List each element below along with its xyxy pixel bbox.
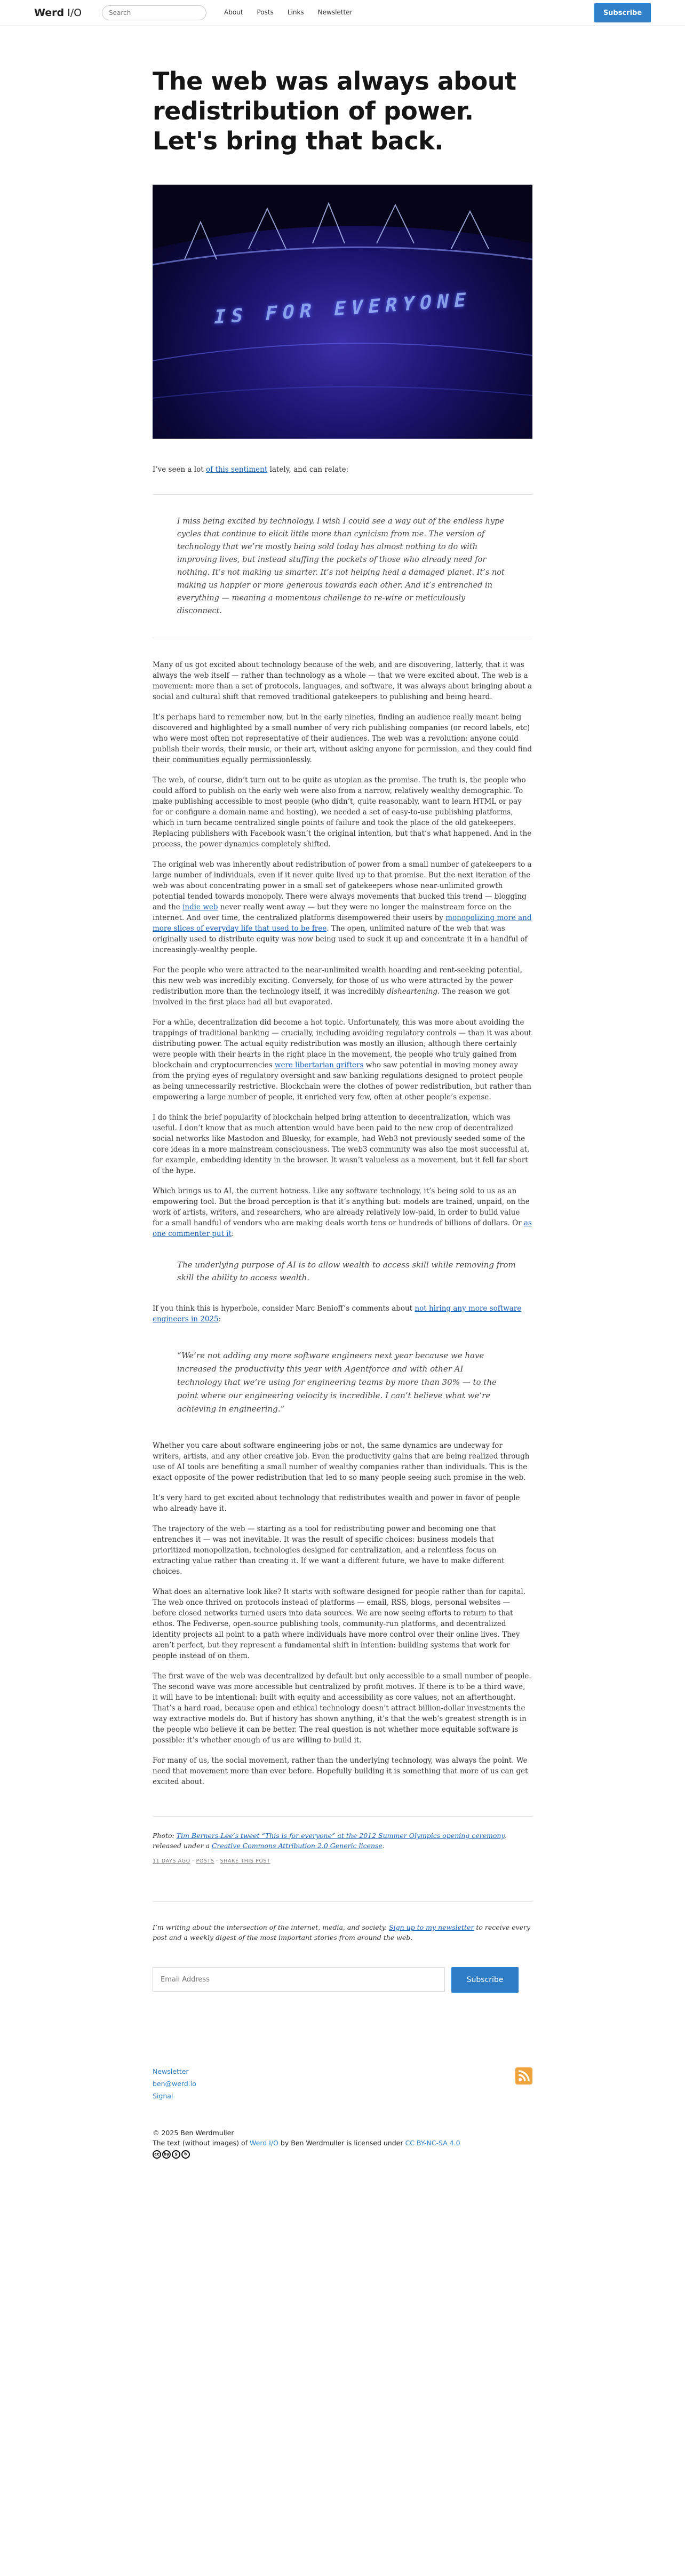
top-nav [0, 0, 685, 26]
cc-icon: cc [153, 2150, 161, 2159]
paragraph: For a while, decentralization did become a hot topic. Unfortunately, this was more about avoiding the trappings of traditional banking — crucially, including avoiding regulatory controls — than it was about distributing power. The actual equity redistribution was mostly an illusion; although there certainly were people with their hearts in the right place in the movement, the people who truly gained from blockchain and cryptocurrencies were libertarian grifters who saw potential in moving money away from the prying eyes of regulatory oversight and saw banking regulations designed to protect people as being unnecessarily restrictive. Blockchain were the clothes of power redistribution, but rather than empowering a large number of people, it enriched very few, often at other people’s expense. [153, 1018, 532, 1101]
photo-source-link[interactable]: Tim Berners-Lee’s tweet “This is for everyone” at the 2012 Summer Olympics opening ceremony [176, 1832, 504, 1840]
cc-license-link[interactable]: CC BY-NC-SA 4.0 [405, 2139, 460, 2147]
subscribe-button[interactable]: Subscribe [451, 1967, 519, 1993]
nav-link-posts[interactable]: Posts [257, 9, 274, 16]
benioff-link[interactable]: not hiring any more software engineers in 2025 [153, 1304, 522, 1323]
paragraph: The web, of course, didn’t turn out to be quite as utopian as the promise. The truth is, the people who could afford to publish on the early web were also from a narrow, relatively wealthy demographic. To make publishing accessible to most people (who didn’t, quite reasonably, want to learn HTML or pay for or configure a domain name and hosting), we needed a set of easy-to-use publishing platforms, which in turn became centralized single points of failure and took the place of the old gatekeepers. Replacing publishers with Facebook wasn’t the original intention, but that’s what happened. And in the process, the power dynamics completely shifted. [153, 776, 532, 849]
paragraph: The first wave of the web was decentralized by default but only accessible to a small number of people. The second wave was more accessible but centralized by profit motives. If there is to be a third wave, it will have to be intentional: built with equity and accessibility as core values, not an afterthought. That’s a hard road, because open and ethical technology doesn’t attract billion-dollar investments the way extractive models do. But if history has shown anything, it’s that the web’s greatest strength is in the people who believe it can be better. The real question is not whether more equitable software is possible: it’s whether enough of us are willing to build it. [153, 1672, 531, 1745]
paragraph: Many of us got excited about technology because of the web, and are discovering, latterly, that it was always the web itself — rather than technology as a whole — that we were excited about. The web is a movement: more than a set of protocols, languages, and software, it was always about bringing about a social and cultural shift that removed traditional gatekeepers to publishing and being heard. [153, 661, 532, 701]
sa-icon: ↻ [181, 2150, 190, 2159]
article-title: The web was always about redistribution of power. Let's bring that back. [153, 67, 516, 155]
copyright-line: © 2025 Ben Werdmuller [153, 2129, 234, 2137]
copyright [153, 2128, 532, 2148]
nc-icon: $ [172, 2150, 180, 2159]
footer-link-email[interactable]: ben@werd.io [153, 2080, 196, 2088]
paragraph: The original web was inherently about redistribution of power from a small number of gatekeepers to a large number of individuals, even if it never quite lived up to that promise. But the next iteration of the web was about concentrating power in a small set of gatekeepers whose near-unlimited growth potential tended towards monopoly. There were always movements that bucked this trend — blogging and the indie web never really went away — but they were no longer the mainstream force on the internet. And over time, the centralized platforms disempowered their users by monopolizing more and more slices of everyday life that used to be free. The open, unlimited nature of the web that was originally used to distribute equity was now being used to suck it up and concentrate it in a handful of increasingly-wealthy people. [153, 860, 532, 954]
paragraph: For the people who were attracted to the near-unlimited wealth hoarding and rent-seeking potential, this new web was incredibly exciting. Conversely, for those of us who were attracted by the power redistribution more than the technology itself, it was incredibly disheartening. The reason we got involved in the first place had all but evaporated. [153, 966, 522, 1006]
newsletter-signup-link[interactable]: Sign up to my newsletter [389, 1923, 474, 1931]
cc-badges [153, 2150, 532, 2182]
site-logo[interactable]: Werd I/O [34, 7, 82, 19]
article-body [153, 464, 532, 1787]
subscribe-button-header[interactable]: Subscribe [594, 3, 651, 22]
nav-links [224, 9, 353, 16]
hero-image [153, 185, 532, 439]
post-meta: 11 DAYS AGO · POSTS · SHARE THIS POST [153, 1858, 270, 1864]
commenter-link[interactable]: as one commenter put it [153, 1219, 532, 1238]
paragraph: What does an alternative look like? It starts with software designed for people rather than for capital. The web once thrived on protocols instead of platforms — email, RSS, blogs, personal websites — before closed networks turned users into data sources. We are now seeing efforts to return to that ethos. The Fediverse, open-source publishing tools, community-run platforms, and decentralized identity projects all point to a path where individuals have more control over their online lives. They aren’t perfect, but they represent a fundamental shift in intention: building systems that work for people instead of on them. [153, 1588, 526, 1660]
indie-web-link[interactable]: indie web [182, 903, 218, 911]
article [153, 26, 532, 1993]
paragraph: For many of us, the social movement, rather than the underlying technology, was always the point. We need that movement more than ever before. Hopefully building it is something that more of us can get excited about. [153, 1756, 528, 1786]
libertarian-grifters-link[interactable]: were libertarian grifters [274, 1061, 364, 1069]
paragraph: It’s perhaps hard to remember now, but in the early nineties, finding an audience really meant being discovered and highlighted by a small number of very rich publishing companies (or record labels, etc) who were most often not representative of their audiences. The web was a revolution: anyone could publish their words, their music, or their art, without asking anyone for permission, and they could find their communities equally permissionlessly. [153, 713, 532, 764]
posts-category-link[interactable]: POSTS [196, 1858, 214, 1864]
footer-link-signal[interactable]: Signal [153, 2092, 173, 2100]
post-date-link[interactable]: 11 DAYS AGO [153, 1858, 190, 1864]
email-field[interactable] [153, 1967, 445, 1992]
by-icon: by [162, 2150, 171, 2159]
intro-paragraph: I’ve seen a lot of this sentiment lately, and can relate: [153, 465, 349, 474]
footer-links [153, 2067, 532, 2100]
paragraph: The trajectory of the web — starting as a tool for redistributing power and becoming one that entrenches it — was not inevitable. It was the result of specific choices: business models that prioritized monopolization, technologies designed for centralization, and a relentless focus on extracting value rather than creating it. If we want a different future, we have to make different choices. [153, 1525, 505, 1576]
newsletter-form [153, 1967, 532, 1993]
paragraph: If you think this is hyperbole, consider Marc Benioff’s comments about not hiring any more software engineers in 2025: [153, 1304, 522, 1323]
license-link[interactable]: Creative Commons Attribution 2.0 Generic license [211, 1842, 383, 1850]
nav-link-links[interactable]: Links [287, 9, 304, 16]
paragraph: Whether you care about software engineering jobs or not, the same dynamics are underway for writers, artists, and any other creative job. Even the productivity gains that are being realized through use of AI tools are benefiting a small number of wealthy companies rather than individuals. This is the exact opposite of the power redistribution that led to so many people seeing such promise in the web. [153, 1441, 530, 1482]
footer-link-newsletter[interactable]: Newsletter [153, 2067, 189, 2075]
monopolizing-link[interactable]: monopolizing more and more slices of everyday life that used to be free [153, 914, 532, 933]
opening-blockquote: I miss being excited by technology. I wish I could see a way out of the endless hype cycles that continue to elicit little more than cynicism from me. The version of technology that we’re mostly being sold today has almost nothing to do with improving lives, but instead stuffing the pockets of those who already need for nothing. It’s not making us smarter. It’s not helping heal a damaged planet. It’s not making us happier or more generous towards each other. And it’s entrenched in everything — meaning a momentous challenge to re-wire or meticulously disconnect. [153, 494, 532, 638]
newsletter-promo: I’m writing about the intersection of the internet, media, and society. Sign up to my newsletter to receive every post and a weekly digest of the most important stories from around the web. [153, 1901, 532, 1943]
nav-link-about[interactable]: About [224, 9, 243, 16]
hero-caption-lights: IS FOR EVERYONE [212, 289, 473, 329]
site-link[interactable]: Werd I/O [250, 2139, 278, 2147]
share-post-link[interactable]: SHARE THIS POST [220, 1858, 270, 1864]
paragraph: It’s very hard to get excited about technology that redistributes wealth and power in favor of people who already have it. [153, 1494, 520, 1513]
sentiment-link[interactable]: of this sentiment [205, 465, 268, 474]
license-line: The text (without images) of Werd I/O by Ben Werdmuller is licensed under CC BY-NC-SA 4.0 [153, 2139, 460, 2147]
footer [153, 1993, 532, 2182]
benioff-quote: “We’re not adding any more software engineers next year because we have increased the productivity this year with Agentforce and with other AI technology that we’re using for engineering teams by more than 30% — to the point where our engineering velocity is incredible. I can’t believe what we’re achieving in engineering.” [177, 1351, 497, 1414]
paragraph: Which brings us to AI, the current hotness. Like any software technology, it’s being sold to us as an empowering tool. But the broad perception is that it’s anything but: models are trained, unpaid, on the work of artists, writers, and researchers, who are already relatively low-paid, in order to build value for a small handful of vendors who are making deals worth tens or hundreds of billions of dollars. Or as one commenter put it: [153, 1187, 532, 1238]
paragraph: I do think the brief popularity of blockchain helped bring attention to decentralization, which was useful. I don’t know that as much attention would have been paid to the new crop of decentralized social networks like Mastodon and Bluesky, for example, had Web3 not previously seeded some of the core ideas in a more mainstream consciousness. The web3 community was also the most successful at, for example, embedding identity in the browser. It wasn’t valueless as a movement, but it fell far short of the hype. [153, 1113, 530, 1175]
nav-link-newsletter[interactable]: Newsletter [317, 9, 353, 16]
ai-pullquote: The underlying purpose of AI is to allow wealth to access skill while removing from skill the ability to access wealth. [177, 1260, 516, 1282]
photo-credit: Photo: Tim Berners-Lee’s tweet “This is for everyone” at the 2012 Summer Olympics opening ceremony, released under a Creative Commons Attribution 2.0 Generic license. [153, 1816, 532, 1851]
search-input[interactable] [102, 5, 206, 20]
rss-icon[interactable] [515, 2067, 532, 2084]
